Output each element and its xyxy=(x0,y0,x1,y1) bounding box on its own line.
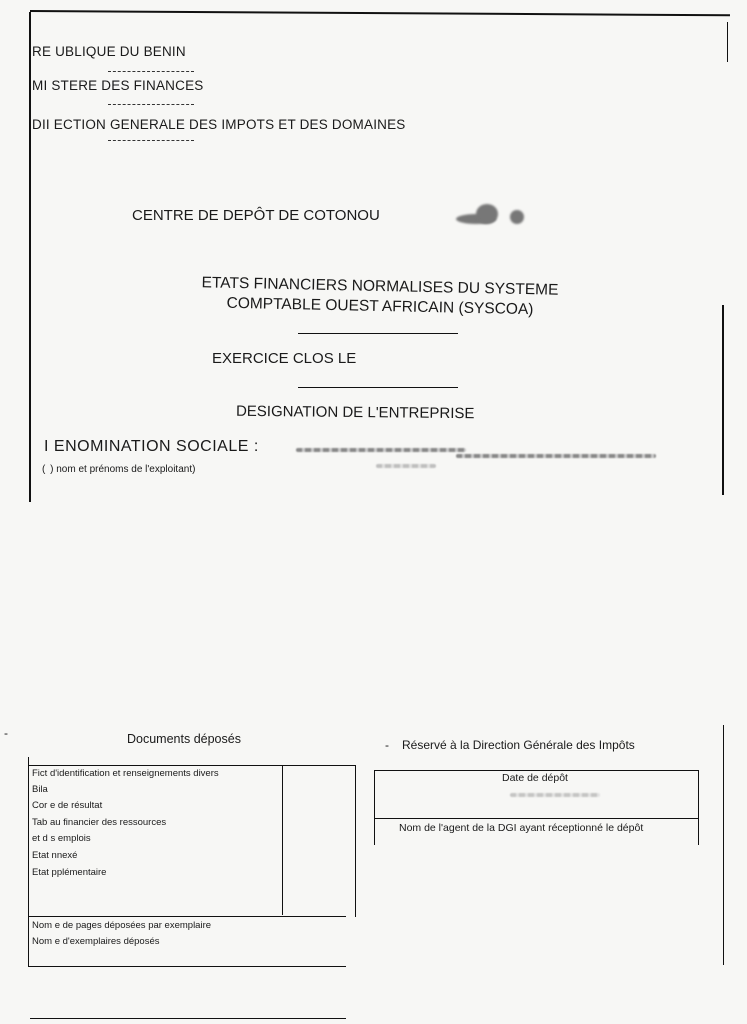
header-ministere: MI STERE DES FINANCES xyxy=(32,78,204,93)
exercice-underline xyxy=(298,387,458,388)
deposit-date-redacted xyxy=(500,788,610,802)
documents-box-bottom xyxy=(28,966,346,967)
document-item: Fict d'identification et renseignements divers xyxy=(32,768,219,779)
document-item: Etat nnexé xyxy=(32,850,78,861)
header-separator xyxy=(108,71,194,72)
agent-name-label: Nom de l'agent de la DGI ayant réceptionné le dépôt xyxy=(399,822,644,834)
reserve-dgi-heading: Réservé à la Direction Générale des Impôts xyxy=(402,738,635,752)
documents-box-right xyxy=(355,765,356,917)
header-separator xyxy=(108,104,194,105)
header-separator xyxy=(108,140,194,141)
documents-box-mid xyxy=(28,916,346,917)
header-direction: DII ECTION GENERALE DES IMPOTS ET DES DOMAINES xyxy=(32,117,406,132)
designation-heading: DESIGNATION DE L'ENTREPRISE xyxy=(235,402,475,423)
denomination-label: I ENOMINATION SOCIALE : xyxy=(44,438,259,455)
documents-box-divider xyxy=(282,765,283,915)
stamp-smudge xyxy=(452,200,532,228)
reserve-box-top xyxy=(375,770,699,771)
copies-count-label: Nom e d'exemplaires déposés xyxy=(32,936,160,947)
document-item: Cor e de résultat xyxy=(32,800,103,811)
document-item: Etat pplémentaire xyxy=(32,867,107,878)
dash-mark: - xyxy=(4,726,8,740)
exercice-label: EXERCICE CLOS LE xyxy=(212,350,357,367)
frame-right-upper-line xyxy=(727,22,728,62)
header-republique: RE UBLIQUE DU BENIN xyxy=(32,44,186,59)
reserve-box-right xyxy=(698,770,699,845)
document-title-line2: COMPTABLE OUEST AFRICAIN (SYSCOA) xyxy=(226,294,534,319)
document-item: et d s emplois xyxy=(32,833,91,844)
deposit-date-label: Date de dépôt xyxy=(502,772,568,784)
documents-box-top xyxy=(28,765,356,766)
right-edge-line xyxy=(723,725,724,965)
frame-left-line xyxy=(29,12,31,502)
pages-count-label: Nom e de pages déposées par exemplaire xyxy=(32,920,212,931)
title-underline xyxy=(298,333,458,334)
frame-right-line xyxy=(722,305,724,495)
documents-heading: Documents déposés xyxy=(127,732,241,746)
reserve-box-left xyxy=(374,770,375,845)
centre-depot: CENTRE DE DEPÔT DE COTONOU xyxy=(132,207,380,224)
frame-top-line xyxy=(30,10,730,16)
denomination-note: ( ) nom et prénoms de l'exploitant) xyxy=(42,464,196,475)
document-title-line1: ETATS FINANCIERS NORMALISES DU SYSTEME xyxy=(201,274,559,299)
denomination-redacted xyxy=(296,444,662,474)
frame-bottom-line xyxy=(30,1018,346,1019)
document-item: Tab au financier des ressources xyxy=(32,817,167,828)
documents-box-left xyxy=(28,757,29,967)
dash-mark: - xyxy=(385,738,389,752)
document-item: Bila xyxy=(32,784,48,795)
reserve-box-mid xyxy=(375,818,699,819)
